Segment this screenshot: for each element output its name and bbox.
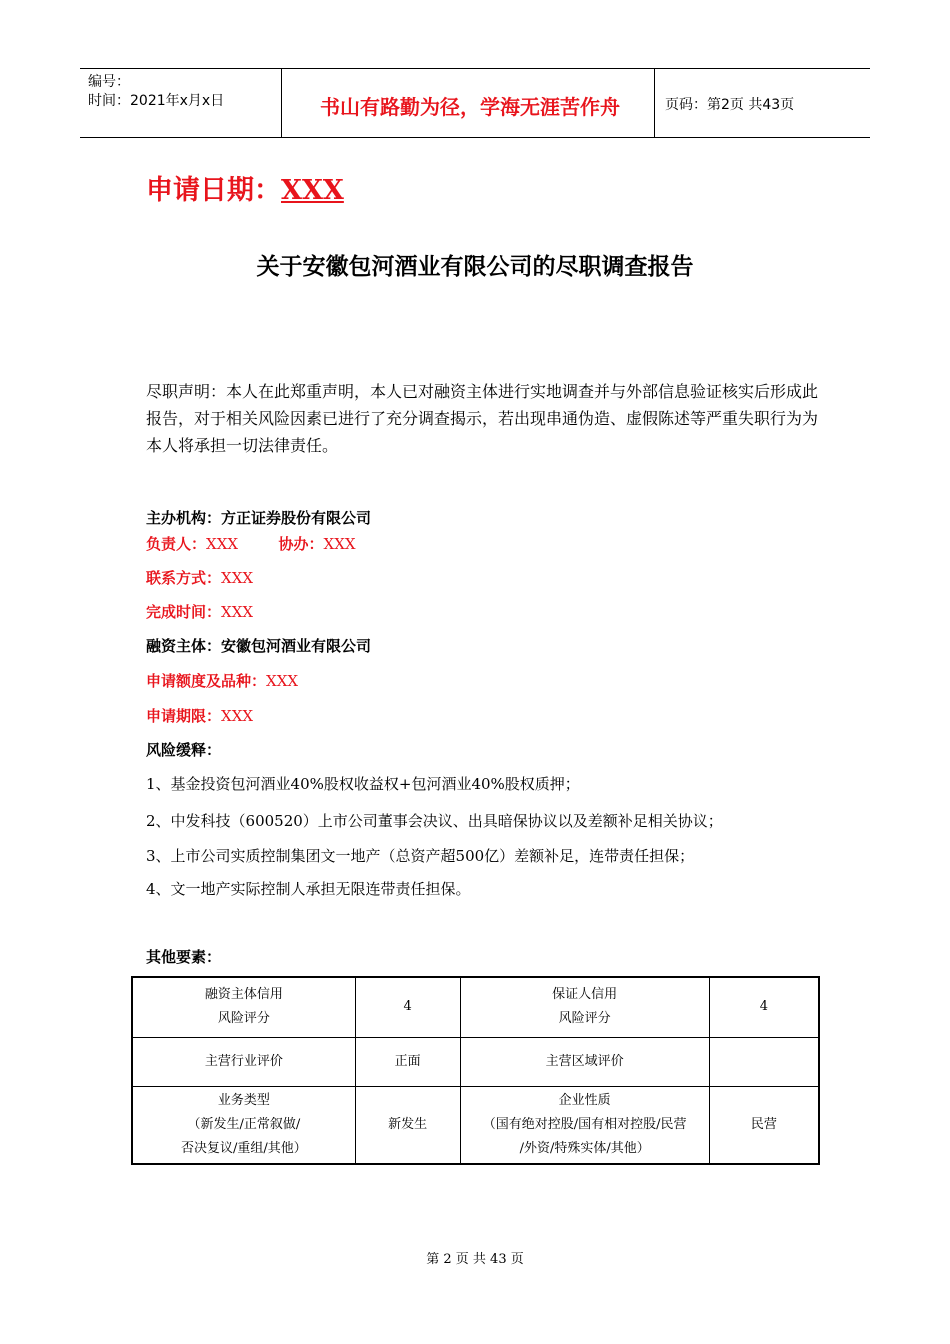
table-cell [132,977,355,1037]
header-motto: 书山有路勤为径，学海无涯苦作舟 [320,95,620,119]
risk-label: 风险缓释： [146,741,222,759]
header-divider [281,69,282,137]
page-header [80,68,870,138]
finish-line [146,601,253,622]
table-cell: 民营 [709,1086,819,1164]
finish-value: XXX [221,603,254,621]
sponsor-line: 主办机构：方正证券股份有限公司 [146,509,372,527]
apply-date-label: 申请日期： [146,175,281,206]
amount-label: 申请额度及品种： [146,672,267,690]
table-row [132,977,819,1037]
table-cell [460,1086,709,1164]
apply-date [146,168,344,207]
contact-label: 联系方式： [146,569,222,587]
header-meta [88,73,224,111]
cell-line: 保证人信用 [552,987,618,1003]
header-time: 时间：2021年x月x日 [88,93,225,109]
assist-value: XXX [323,535,356,553]
risk-item-3: 3、上市公司实质控制集团文一地产（总资产超500亿）差额补足，连带责任担保； [146,847,695,865]
table-cell: 4 [709,977,819,1037]
contact-value: XXX [221,569,254,587]
finish-label: 完成时间： [146,603,222,621]
amount-line [146,670,298,691]
table-cell: 新发生 [355,1086,460,1164]
cell-line: /外资/特殊实体/其他） [519,1140,650,1156]
term-value: XXX [221,707,254,725]
leader-label: 负责人： [146,535,207,553]
risk-item-1: 1、基金投资包河酒业40%股权收益权+包河酒业40%股权质押； [146,775,580,793]
table-cell [460,977,709,1037]
apply-date-value: XXX [281,175,344,206]
leader-value: XXX [206,535,239,553]
cell-line: （国有绝对控股/国有相对控股/民营 [482,1116,687,1132]
table-cell: 正面 [355,1037,460,1086]
assist-label: 协办： [278,535,324,553]
financing-subject-line: 融资主体：安徽包河酒业有限公司 [146,637,372,655]
term-line [146,705,253,726]
table-cell [709,1037,819,1086]
report-title: 关于安徽包河酒业有限公司的尽职调查报告 [256,254,694,280]
header-code: 编号： [88,74,130,90]
contact-line [146,567,253,588]
term-label: 申请期限： [146,707,222,725]
page-footer: 第 2 页 共 43 页 [426,1252,524,1267]
header-page: 页码：第2页 共43页 [665,97,795,113]
amount-value: XXX [266,672,299,690]
declaration: 尽职声明：本人在此郑重声明，本人已对融资主体进行实地调查并与外部信息验证核实后形成此报告，对于相关风险因素已进行了充分调查揭示，若出现串通伪造、虚假陈述等严重失职行为为本人将承担一切法律责任。 [146,382,819,455]
cell-line: 否决复议/重组/其他） [181,1140,307,1156]
elements-table [131,976,820,1165]
cell-line: 风险评分 [217,1011,270,1027]
table-cell: 主营区域评价 [460,1037,709,1086]
table-row [132,1037,819,1086]
cell-line: 风险评分 [558,1011,611,1027]
table-cell: 主营行业评价 [132,1037,355,1086]
other-elements-label: 其他要素： [146,948,222,966]
cell-line: （新发生/正常叙做/ [187,1116,301,1132]
risk-item-2: 2、中发科技（600520）上市公司董事会决议、出具暗保协议以及差额补足相关协议； [146,812,723,830]
cell-line: 业务类型 [217,1092,270,1108]
table-cell [132,1086,355,1164]
table-cell: 4 [355,977,460,1037]
leader-line [146,533,356,554]
cell-line: 融资主体信用 [204,987,283,1003]
risk-item-4: 4、文一地产实际控制人承担无限连带责任担保。 [146,880,471,898]
cell-line: 企业性质 [558,1092,611,1108]
table-row [132,1086,819,1164]
